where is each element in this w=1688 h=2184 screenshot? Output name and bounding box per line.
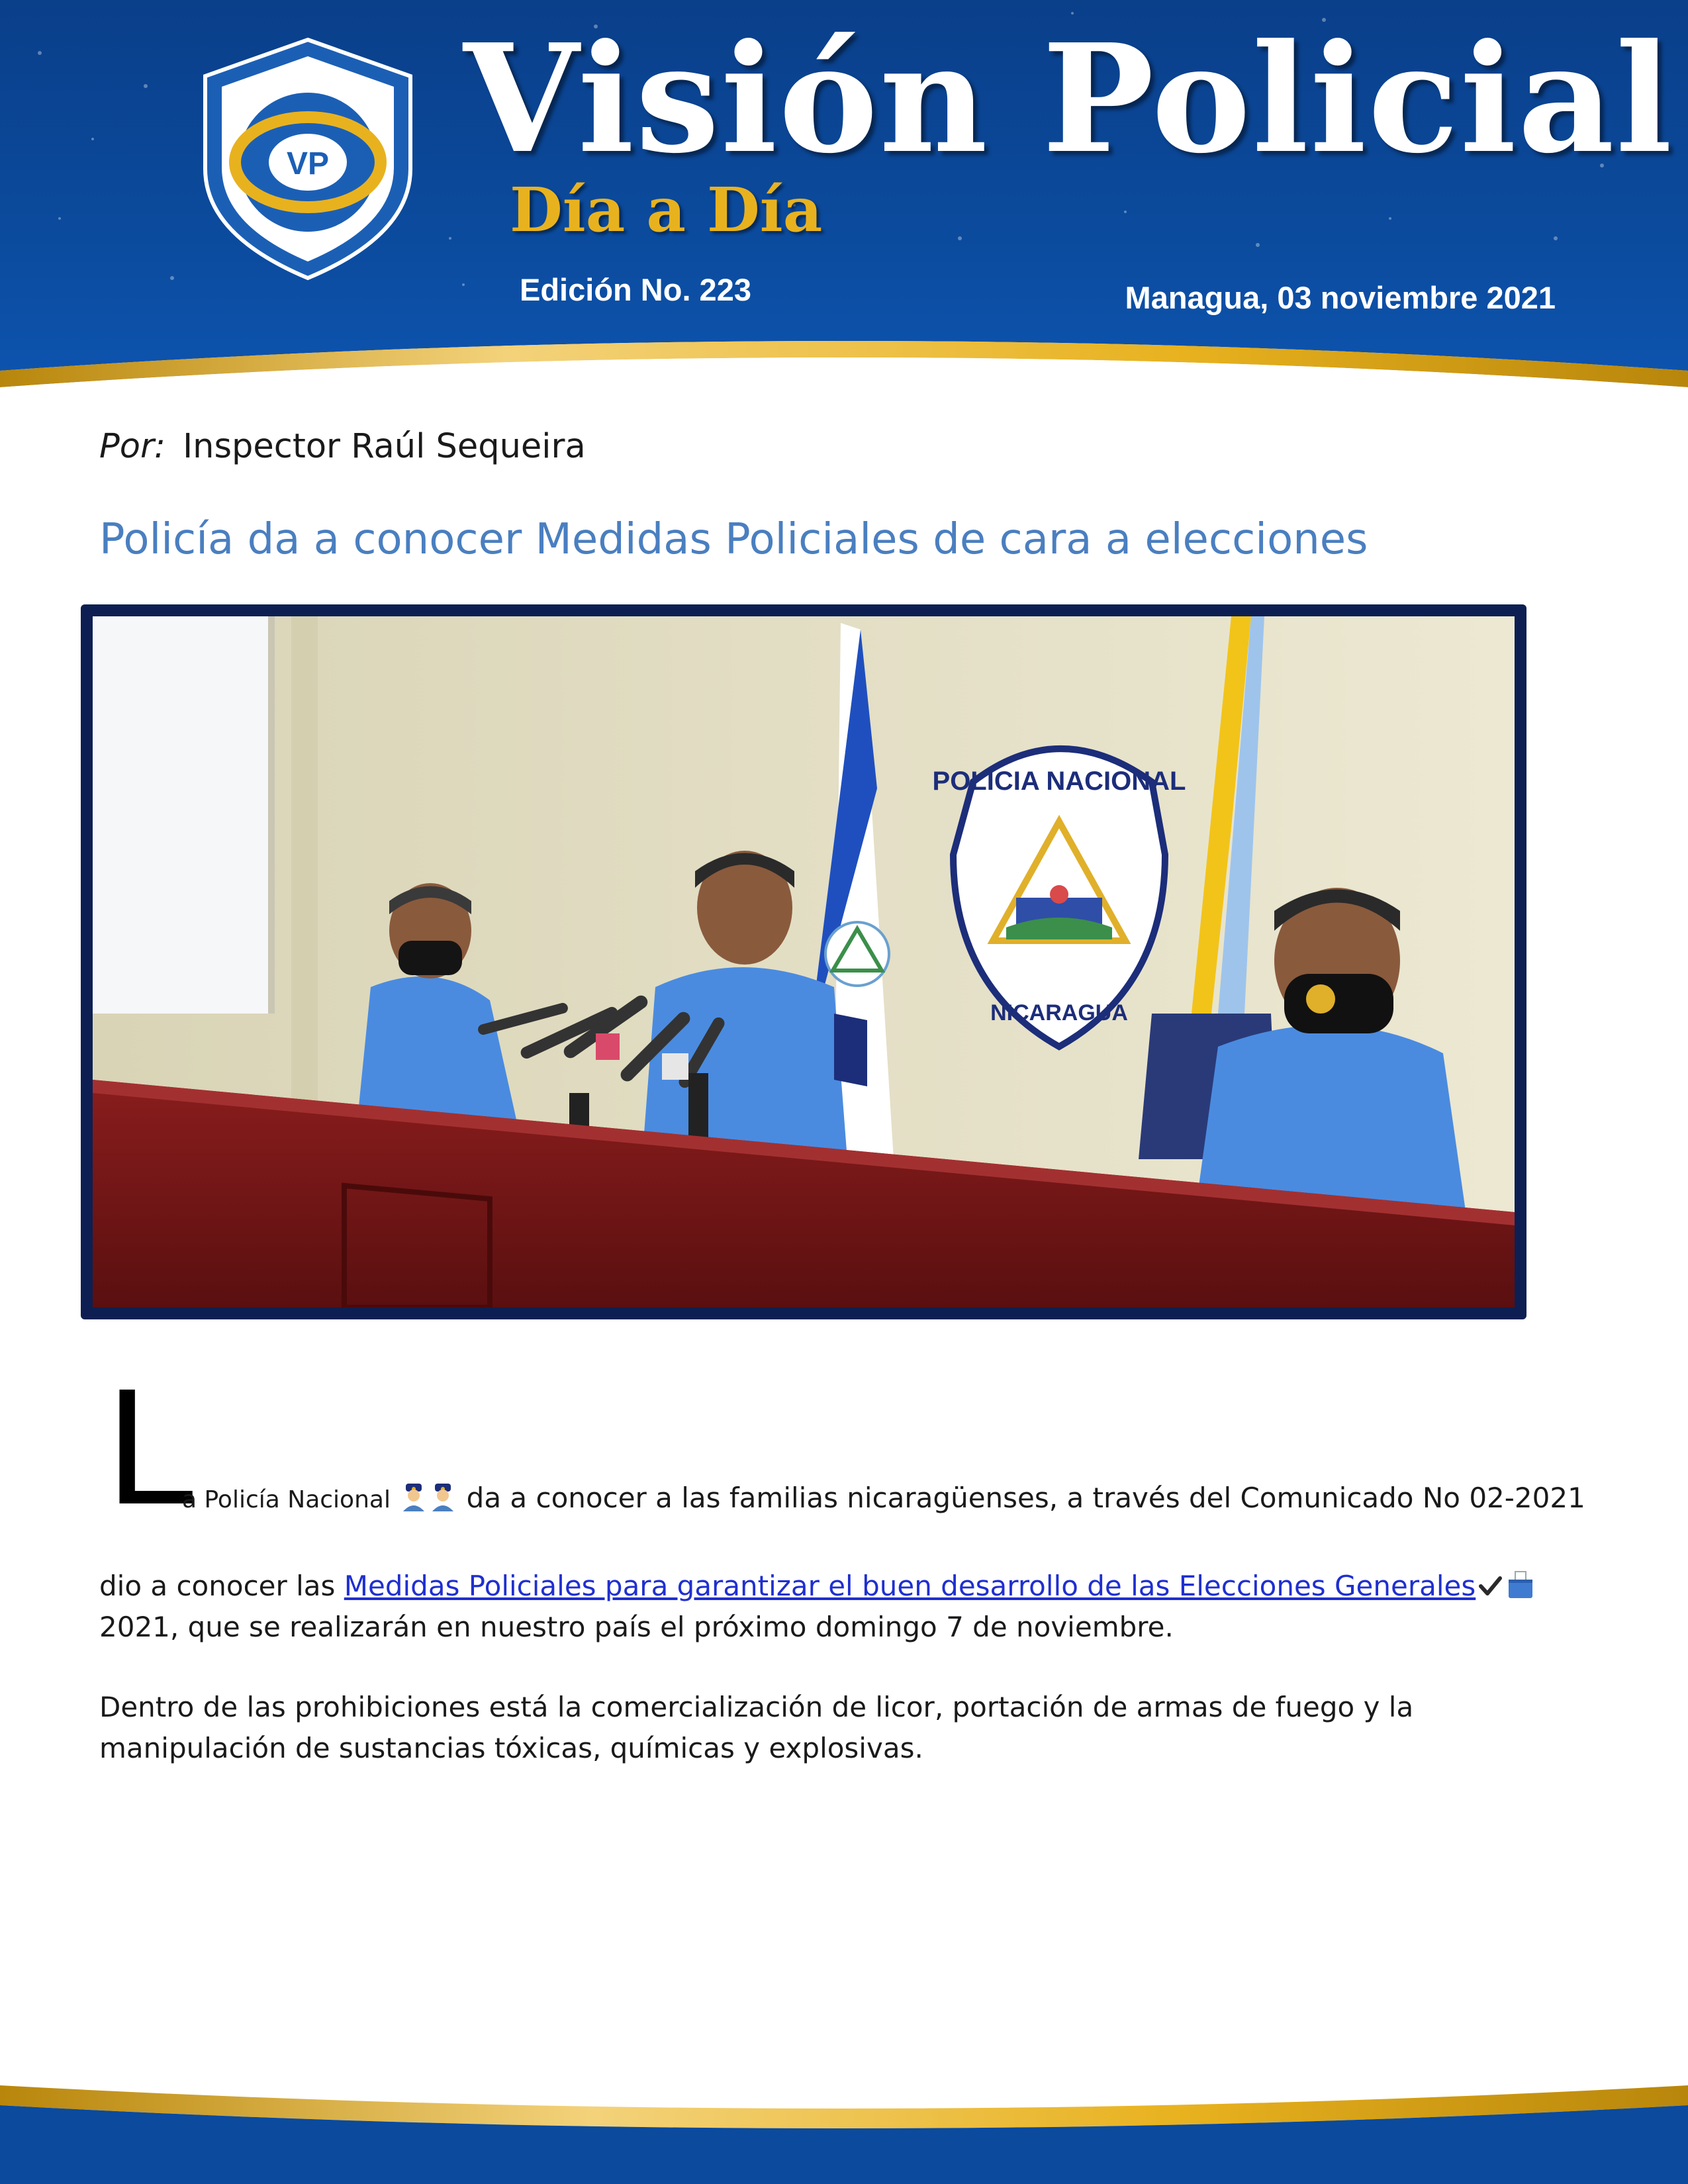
paragraph-2-text: 2021, que se realizarán en nuestro país el próximo domingo 7 de noviembre. xyxy=(99,1611,1174,1643)
paragraph-2-lead: dio a conocer las xyxy=(99,1570,344,1602)
emblem-text-bottom: NICARAGUA xyxy=(990,1000,1128,1025)
emblem-text-top: POLICIA NACIONAL xyxy=(932,767,1186,796)
article-headline: Policía da a conocer Medidas Policiales de cara a elecciones xyxy=(99,515,1368,564)
press-conference-photo xyxy=(93,616,1515,1307)
logo-text: VP xyxy=(286,146,330,181)
dateline: Managua, 03 noviembre 2021 xyxy=(1125,280,1556,315)
masthead-banner xyxy=(0,0,1688,424)
masthead-title: Visión Policial xyxy=(463,12,1674,187)
paragraph-1-text: da a conocer a las familias nicaragüenses, a través del Comunicado No 02-2021 xyxy=(466,1482,1585,1514)
byline-author: Inspector Raúl Sequeira xyxy=(183,427,586,466)
ballot-box-emoji xyxy=(1506,1570,1535,1599)
police-officer-emoji xyxy=(400,1482,427,1511)
edition-number: Edición No. 223 xyxy=(520,272,751,307)
masthead-subtitle: Día a Día xyxy=(510,174,823,246)
paragraph-1-lead: a Policía Nacional xyxy=(182,1486,391,1513)
paragraph-3: Dentro de las prohibiciones está la comercialización de licor, portación de armas de fuego y la manipulación de sustancias tóxicas, químicas y explosivas. xyxy=(99,1691,1414,1764)
check-mark-emoji xyxy=(1477,1573,1503,1599)
paragraph-2 xyxy=(99,1566,1595,1648)
drop-cap: L xyxy=(106,1354,199,1539)
byline-label: Por: xyxy=(99,427,166,466)
vp-shield-logo xyxy=(199,36,417,281)
police-officer-emoji xyxy=(430,1482,456,1511)
article-photo xyxy=(81,604,1526,1319)
paragraph-1 xyxy=(182,1482,1585,1514)
footer-banner xyxy=(0,2072,1688,2184)
medidas-policiales-link[interactable]: Medidas Policiales para garantizar el buen desarrollo de las Elecciones Generales xyxy=(344,1570,1476,1602)
byline xyxy=(99,427,586,466)
